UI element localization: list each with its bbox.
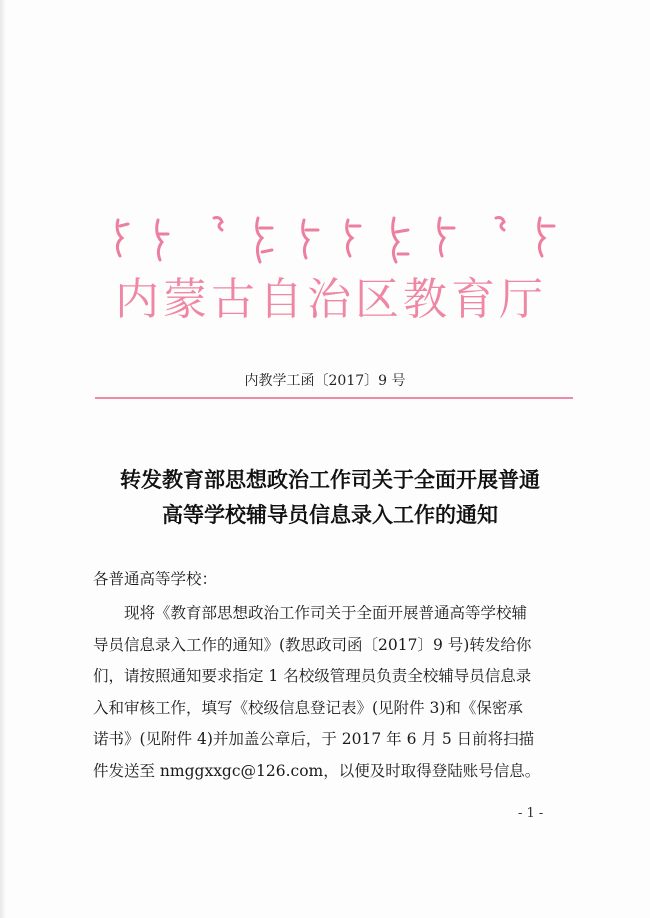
agency-name: 内蒙古自治区教育厅 (115, 274, 547, 325)
page-number: - 1 - (518, 806, 544, 821)
document-title (80, 462, 580, 532)
mongolian-script-line (112, 212, 562, 270)
body-line: 导员信息录入工作的通知》(教思政司函〔2017〕9 号)转发给你 (93, 635, 532, 654)
body-paragraph (93, 598, 563, 787)
document-number: 内教学工函〔2017〕9 号 (244, 373, 406, 389)
body-line: 现将《教育部思想政治工作司关于全面开展普通高等学校辅 (124, 604, 528, 622)
title-line-2: 高等学校辅导员信息录入工作的通知 (162, 502, 498, 527)
page-edge-shadow (0, 0, 6, 918)
red-divider-line (95, 397, 573, 399)
title-line-1: 转发教育部思想政治工作司关于全面开展普通 (120, 467, 540, 492)
body-line: 诺书》(见附件 4)并加盖公章后，于 2017 年 6 月 5 日前将扫描 (93, 730, 535, 748)
body-line: 件发送至 nmggxxgc@126.com，以便及时取得登陆账号信息。 (93, 761, 541, 780)
body-line: 们，请按照通知要求指定 1 名校级管理员负责全校辅导员信息录 (93, 667, 532, 685)
body-line: 入和审核工作，填写《校级信息登记表》(见附件 3)和《保密承 (93, 698, 523, 717)
salutation: 各普通高等学校： (93, 570, 218, 588)
